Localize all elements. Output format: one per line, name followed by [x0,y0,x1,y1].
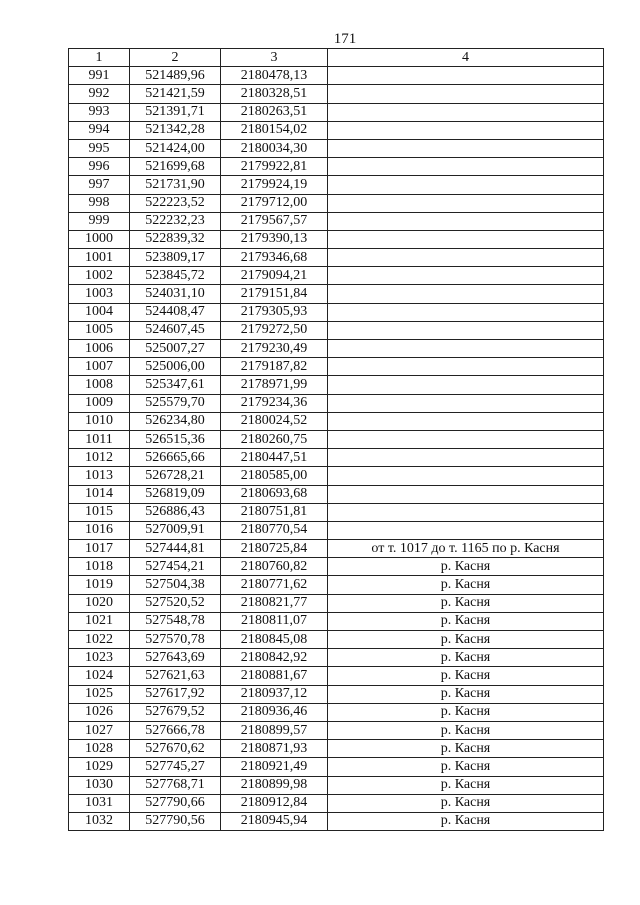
point-number-cell: 1003 [69,285,130,303]
description-cell [328,158,604,176]
x-coordinate-cell: 522223,52 [130,194,221,212]
y-coordinate-cell: 2180260,75 [221,430,328,448]
page-number: 171 [333,31,357,47]
point-number-cell: 1011 [69,430,130,448]
point-number-cell: 1009 [69,394,130,412]
y-coordinate-cell: 2180899,98 [221,776,328,794]
point-number-cell: 993 [69,103,130,121]
point-number-cell: 1026 [69,703,130,721]
x-coordinate-cell: 524607,45 [130,321,221,339]
y-coordinate-cell: 2180899,57 [221,721,328,739]
y-coordinate-cell: 2180821,77 [221,594,328,612]
x-coordinate-cell: 527570,78 [130,631,221,649]
point-number-cell: 1032 [69,812,130,830]
point-number-cell: 999 [69,212,130,230]
description-cell [328,139,604,157]
description-cell [328,376,604,394]
table-row [69,721,604,739]
x-coordinate-cell: 527520,52 [130,594,221,612]
point-number-cell: 1028 [69,740,130,758]
y-coordinate-cell: 2180154,02 [221,121,328,139]
y-coordinate-cell: 2180024,52 [221,412,328,430]
table-row [69,740,604,758]
y-coordinate-cell: 2179230,49 [221,340,328,358]
point-number-cell: 1002 [69,267,130,285]
column-header-x: 2 [130,49,221,67]
x-coordinate-cell: 522232,23 [130,212,221,230]
y-coordinate-cell: 2180937,12 [221,685,328,703]
description-cell [328,285,604,303]
table-row [69,649,604,667]
table-row [69,503,604,521]
point-number-cell: 994 [69,121,130,139]
point-number-cell: 1020 [69,594,130,612]
point-number-cell: 1031 [69,794,130,812]
table-row [69,358,604,376]
description-cell [328,249,604,267]
point-number-cell: 991 [69,67,130,85]
description-cell [328,521,604,539]
x-coordinate-cell: 521421,59 [130,85,221,103]
description-cell: р. Касня [328,758,604,776]
table-row [69,230,604,248]
y-coordinate-cell: 2180881,67 [221,667,328,685]
table-row [69,430,604,448]
y-coordinate-cell: 2179922,81 [221,158,328,176]
table-row [69,121,604,139]
description-cell [328,176,604,194]
table-row [69,685,604,703]
x-coordinate-cell: 527504,38 [130,576,221,594]
description-cell [328,194,604,212]
x-coordinate-cell: 527790,56 [130,812,221,830]
point-number-cell: 1007 [69,358,130,376]
x-coordinate-cell: 527679,52 [130,703,221,721]
y-coordinate-cell: 2179272,50 [221,321,328,339]
point-number-cell: 1010 [69,412,130,430]
point-number-cell: 995 [69,139,130,157]
table-row [69,103,604,121]
y-coordinate-cell: 2180447,51 [221,449,328,467]
table-row [69,139,604,157]
description-cell [328,412,604,430]
table-row [69,212,604,230]
table-row [69,158,604,176]
x-coordinate-cell: 527643,69 [130,649,221,667]
description-cell: р. Касня [328,703,604,721]
y-coordinate-cell: 2180945,94 [221,812,328,830]
y-coordinate-cell: 2180751,81 [221,503,328,521]
description-cell [328,85,604,103]
x-coordinate-cell: 526234,80 [130,412,221,430]
x-coordinate-cell: 527444,81 [130,540,221,558]
y-coordinate-cell: 2178971,99 [221,376,328,394]
point-number-cell: 1023 [69,649,130,667]
description-cell: р. Касня [328,721,604,739]
x-coordinate-cell: 521489,96 [130,67,221,85]
x-coordinate-cell: 526886,43 [130,503,221,521]
description-cell [328,394,604,412]
table-row [69,485,604,503]
y-coordinate-cell: 2179234,36 [221,394,328,412]
x-coordinate-cell: 527621,63 [130,667,221,685]
description-cell: р. Касня [328,558,604,576]
x-coordinate-cell: 521391,71 [130,103,221,121]
description-cell [328,358,604,376]
x-coordinate-cell: 527548,78 [130,612,221,630]
y-coordinate-cell: 2180328,51 [221,85,328,103]
y-coordinate-cell: 2180725,84 [221,540,328,558]
description-cell [328,121,604,139]
x-coordinate-cell: 527454,21 [130,558,221,576]
table-row [69,85,604,103]
x-coordinate-cell: 527009,91 [130,521,221,539]
y-coordinate-cell: 2180693,68 [221,485,328,503]
y-coordinate-cell: 2180760,82 [221,558,328,576]
description-cell [328,230,604,248]
description-cell: р. Касня [328,649,604,667]
x-coordinate-cell: 521342,28 [130,121,221,139]
x-coordinate-cell: 527745,27 [130,758,221,776]
table-row [69,703,604,721]
x-coordinate-cell: 525006,00 [130,358,221,376]
point-number-cell: 1000 [69,230,130,248]
y-coordinate-cell: 2179151,84 [221,285,328,303]
description-cell: р. Касня [328,594,604,612]
point-number-cell: 996 [69,158,130,176]
y-coordinate-cell: 2180936,46 [221,703,328,721]
table-row [69,812,604,830]
x-coordinate-cell: 524031,10 [130,285,221,303]
table-row [69,558,604,576]
point-number-cell: 1025 [69,685,130,703]
y-coordinate-cell: 2180921,49 [221,758,328,776]
x-coordinate-cell: 526665,66 [130,449,221,467]
table-row [69,576,604,594]
table-row [69,594,604,612]
x-coordinate-cell: 527670,62 [130,740,221,758]
point-number-cell: 992 [69,85,130,103]
x-coordinate-cell: 526819,09 [130,485,221,503]
y-coordinate-cell: 2180845,08 [221,631,328,649]
table-row [69,321,604,339]
x-coordinate-cell: 523809,17 [130,249,221,267]
point-number-cell: 1001 [69,249,130,267]
table-row [69,285,604,303]
y-coordinate-cell: 2180871,93 [221,740,328,758]
y-coordinate-cell: 2179712,00 [221,194,328,212]
description-cell: р. Касня [328,667,604,685]
table-row [69,176,604,194]
x-coordinate-cell: 521731,90 [130,176,221,194]
x-coordinate-cell: 525347,61 [130,376,221,394]
y-coordinate-cell: 2180771,62 [221,576,328,594]
x-coordinate-cell: 524408,47 [130,303,221,321]
point-number-cell: 997 [69,176,130,194]
x-coordinate-cell: 521424,00 [130,139,221,157]
table-header-row [69,49,604,67]
table-row [69,303,604,321]
point-number-cell: 1019 [69,576,130,594]
x-coordinate-cell: 522839,32 [130,230,221,248]
x-coordinate-cell: 526515,36 [130,430,221,448]
table-row [69,249,604,267]
column-header-point-number: 1 [69,49,130,67]
table-row [69,776,604,794]
x-coordinate-cell: 527790,66 [130,794,221,812]
x-coordinate-cell: 526728,21 [130,467,221,485]
point-number-cell: 1030 [69,776,130,794]
column-header-y: 3 [221,49,328,67]
coordinates-table [68,48,604,831]
description-cell [328,67,604,85]
description-cell [328,503,604,521]
y-coordinate-cell: 2180912,84 [221,794,328,812]
y-coordinate-cell: 2179305,93 [221,303,328,321]
table-row [69,267,604,285]
x-coordinate-cell: 525579,70 [130,394,221,412]
table-row [69,540,604,558]
point-number-cell: 1018 [69,558,130,576]
description-cell [328,103,604,121]
point-number-cell: 1013 [69,467,130,485]
description-cell [328,485,604,503]
y-coordinate-cell: 2180770,54 [221,521,328,539]
description-cell [328,212,604,230]
point-number-cell: 1029 [69,758,130,776]
point-number-cell: 1006 [69,340,130,358]
description-cell: р. Касня [328,576,604,594]
description-cell: р. Касня [328,794,604,812]
table-row [69,612,604,630]
table-row [69,449,604,467]
table-row [69,467,604,485]
point-number-cell: 1022 [69,631,130,649]
x-coordinate-cell: 527617,92 [130,685,221,703]
description-cell [328,267,604,285]
y-coordinate-cell: 2180263,51 [221,103,328,121]
description-cell [328,340,604,358]
table-row [69,67,604,85]
y-coordinate-cell: 2180811,07 [221,612,328,630]
point-number-cell: 1015 [69,503,130,521]
description-cell: от т. 1017 до т. 1165 по р. Касня [328,540,604,558]
y-coordinate-cell: 2180842,92 [221,649,328,667]
y-coordinate-cell: 2179187,82 [221,358,328,376]
y-coordinate-cell: 2180034,30 [221,139,328,157]
x-coordinate-cell: 527768,71 [130,776,221,794]
table-row [69,376,604,394]
point-number-cell: 1005 [69,321,130,339]
description-cell: р. Касня [328,812,604,830]
description-cell [328,449,604,467]
x-coordinate-cell: 527666,78 [130,721,221,739]
point-number-cell: 1021 [69,612,130,630]
y-coordinate-cell: 2179567,57 [221,212,328,230]
y-coordinate-cell: 2179924,19 [221,176,328,194]
y-coordinate-cell: 2179346,68 [221,249,328,267]
description-cell: р. Касня [328,776,604,794]
table-row [69,631,604,649]
y-coordinate-cell: 2179094,21 [221,267,328,285]
description-cell [328,467,604,485]
description-cell [328,321,604,339]
point-number-cell: 1004 [69,303,130,321]
x-coordinate-cell: 525007,27 [130,340,221,358]
point-number-cell: 1016 [69,521,130,539]
point-number-cell: 1024 [69,667,130,685]
point-number-cell: 1017 [69,540,130,558]
y-coordinate-cell: 2180585,00 [221,467,328,485]
table-row [69,412,604,430]
point-number-cell: 1014 [69,485,130,503]
x-coordinate-cell: 521699,68 [130,158,221,176]
point-number-cell: 1027 [69,721,130,739]
x-coordinate-cell: 523845,72 [130,267,221,285]
column-header-description: 4 [328,49,604,67]
table-row [69,794,604,812]
point-number-cell: 998 [69,194,130,212]
table-row [69,340,604,358]
table-row [69,394,604,412]
table-row [69,758,604,776]
description-cell: р. Касня [328,612,604,630]
description-cell: р. Касня [328,685,604,703]
point-number-cell: 1012 [69,449,130,467]
description-cell: р. Касня [328,740,604,758]
y-coordinate-cell: 2179390,13 [221,230,328,248]
point-number-cell: 1008 [69,376,130,394]
table-row [69,194,604,212]
description-cell [328,430,604,448]
description-cell: р. Касня [328,631,604,649]
table-row [69,667,604,685]
description-cell [328,303,604,321]
table-row [69,521,604,539]
y-coordinate-cell: 2180478,13 [221,67,328,85]
